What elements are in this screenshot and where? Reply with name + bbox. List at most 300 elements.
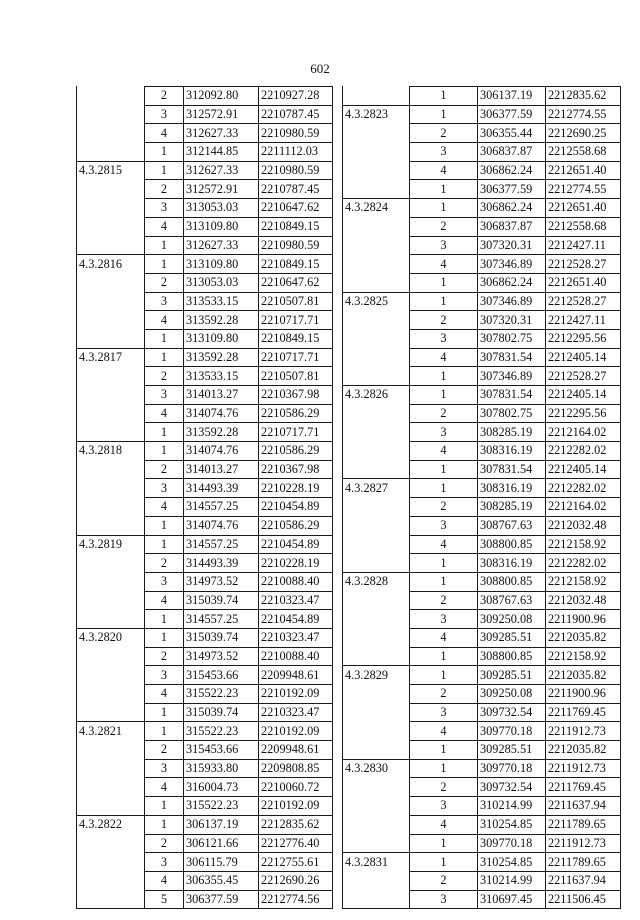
x-coordinate-cell: 314074.76 [184, 516, 259, 535]
x-coordinate-cell: 306137.19 [184, 815, 259, 834]
y-coordinate-cell: 2211112.03 [259, 143, 333, 162]
parcel-id-cell [343, 890, 410, 909]
parcel-id-cell [77, 685, 145, 704]
table-row [77, 647, 333, 666]
parcel-id-cell [77, 647, 145, 666]
parcel-id-cell [77, 516, 145, 535]
point-number-cell: 1 [145, 516, 184, 535]
x-coordinate-cell: 308285.19 [478, 423, 546, 442]
y-coordinate-cell: 2212776.40 [259, 834, 333, 853]
parcel-id-cell [343, 217, 410, 236]
x-coordinate-cell: 313053.03 [184, 273, 259, 292]
table-row [343, 685, 621, 704]
x-coordinate-cell: 313109.80 [184, 255, 259, 274]
table-row [77, 778, 333, 797]
parcel-id-cell [77, 759, 145, 778]
y-coordinate-cell: 2210228.19 [259, 479, 333, 498]
point-number-cell: 3 [145, 105, 184, 124]
point-number-cell: 1 [145, 797, 184, 816]
point-number-cell: 2 [145, 367, 184, 386]
parcel-id-cell [77, 591, 145, 610]
parcel-id-cell [77, 834, 145, 853]
y-coordinate-cell: 2212835.62 [546, 87, 621, 106]
point-number-cell: 1 [410, 199, 478, 218]
point-number-cell: 2 [410, 217, 478, 236]
table-row [343, 628, 621, 647]
y-coordinate-cell: 2210586.29 [259, 404, 333, 423]
table-row [343, 703, 621, 722]
parcel-id-cell [343, 273, 410, 292]
point-number-cell: 3 [410, 329, 478, 348]
parcel-id-cell [77, 741, 145, 760]
point-number-cell: 1 [410, 666, 478, 685]
point-number-cell: 2 [410, 311, 478, 330]
x-coordinate-cell: 314493.39 [184, 554, 259, 573]
y-coordinate-cell: 2212035.82 [546, 628, 621, 647]
x-coordinate-cell: 310214.99 [478, 797, 546, 816]
y-coordinate-cell: 2212558.68 [546, 143, 621, 162]
parcel-id-cell [77, 292, 145, 311]
x-coordinate-cell: 307346.89 [478, 255, 546, 274]
table-row [77, 685, 333, 704]
x-coordinate-cell: 307802.75 [478, 404, 546, 423]
y-coordinate-cell: 2212774.56 [259, 890, 333, 909]
table-row [343, 386, 621, 405]
point-number-cell: 2 [145, 180, 184, 199]
table-row [77, 759, 333, 778]
y-coordinate-cell: 2210192.09 [259, 685, 333, 704]
table-row [77, 741, 333, 760]
point-number-cell: 1 [410, 834, 478, 853]
y-coordinate-cell: 2210787.45 [259, 180, 333, 199]
table-row [77, 460, 333, 479]
parcel-id-cell [77, 871, 145, 890]
point-number-cell: 2 [145, 273, 184, 292]
table-row [77, 404, 333, 423]
table-row [343, 236, 621, 255]
point-number-cell: 3 [410, 143, 478, 162]
table-row [343, 871, 621, 890]
point-number-cell: 4 [145, 591, 184, 610]
x-coordinate-cell: 310254.85 [478, 853, 546, 872]
table-row [77, 367, 333, 386]
parcel-id-cell [343, 722, 410, 741]
x-coordinate-cell: 307346.89 [478, 367, 546, 386]
x-coordinate-cell: 308285.19 [478, 498, 546, 517]
point-number-cell: 1 [410, 853, 478, 872]
table-row [77, 348, 333, 367]
y-coordinate-cell: 2212835.62 [259, 815, 333, 834]
x-coordinate-cell: 306862.24 [478, 273, 546, 292]
y-coordinate-cell: 2212405.14 [546, 348, 621, 367]
x-coordinate-cell: 309250.08 [478, 610, 546, 629]
y-coordinate-cell: 2212032.48 [546, 516, 621, 535]
table-row [77, 797, 333, 816]
table-row [343, 572, 621, 591]
point-number-cell: 1 [145, 423, 184, 442]
parcel-id-cell [343, 554, 410, 573]
parcel-id-cell: 4.3.2830 [343, 759, 410, 778]
x-coordinate-cell: 307831.54 [478, 348, 546, 367]
table-row [77, 143, 333, 162]
x-coordinate-cell: 307831.54 [478, 460, 546, 479]
table-row [77, 871, 333, 890]
parcel-id-cell: 4.3.2815 [77, 161, 145, 180]
x-coordinate-cell: 309285.51 [478, 628, 546, 647]
parcel-id-cell [343, 703, 410, 722]
point-number-cell: 1 [410, 105, 478, 124]
x-coordinate-cell: 312627.33 [184, 124, 259, 143]
y-coordinate-cell: 2212427.11 [546, 311, 621, 330]
table-row [343, 348, 621, 367]
y-coordinate-cell: 2211506.45 [546, 890, 621, 909]
table-row [77, 815, 333, 834]
parcel-id-cell [343, 143, 410, 162]
table-row [343, 217, 621, 236]
parcel-id-cell [77, 778, 145, 797]
table-row [77, 87, 333, 106]
point-number-cell: 4 [410, 255, 478, 274]
table-row [77, 180, 333, 199]
x-coordinate-cell: 306837.87 [478, 143, 546, 162]
table-row [77, 329, 333, 348]
point-number-cell: 3 [145, 759, 184, 778]
parcel-id-cell [343, 797, 410, 816]
parcel-id-cell: 4.3.2816 [77, 255, 145, 274]
parcel-id-cell [77, 311, 145, 330]
y-coordinate-cell: 2210323.47 [259, 628, 333, 647]
coordinate-table-left [76, 86, 333, 909]
point-number-cell: 3 [410, 236, 478, 255]
parcel-id-cell [77, 498, 145, 517]
x-coordinate-cell: 308767.63 [478, 591, 546, 610]
y-coordinate-cell: 2210717.71 [259, 348, 333, 367]
parcel-id-cell [343, 591, 410, 610]
parcel-id-cell [343, 161, 410, 180]
y-coordinate-cell: 2210980.59 [259, 124, 333, 143]
table-row [77, 890, 333, 909]
parcel-id-cell [77, 143, 145, 162]
parcel-id-cell: 4.3.2827 [343, 479, 410, 498]
parcel-id-cell: 4.3.2825 [343, 292, 410, 311]
parcel-id-cell [77, 180, 145, 199]
parcel-id-cell [343, 348, 410, 367]
x-coordinate-cell: 312627.33 [184, 161, 259, 180]
x-coordinate-cell: 309770.18 [478, 834, 546, 853]
y-coordinate-cell: 2211769.45 [546, 778, 621, 797]
parcel-id-cell: 4.3.2818 [77, 442, 145, 461]
table-row [343, 479, 621, 498]
x-coordinate-cell: 313109.80 [184, 217, 259, 236]
y-coordinate-cell: 2212405.14 [546, 386, 621, 405]
y-coordinate-cell: 2209948.61 [259, 666, 333, 685]
point-number-cell: 4 [145, 871, 184, 890]
parcel-id-cell [343, 535, 410, 554]
table-row [77, 516, 333, 535]
point-number-cell: 3 [410, 610, 478, 629]
point-number-cell: 4 [410, 161, 478, 180]
table-row [343, 143, 621, 162]
parcel-id-cell [343, 255, 410, 274]
point-number-cell: 1 [145, 348, 184, 367]
table-row [343, 442, 621, 461]
point-number-cell: 1 [145, 535, 184, 554]
y-coordinate-cell: 2210454.89 [259, 498, 333, 517]
y-coordinate-cell: 2212528.27 [546, 367, 621, 386]
parcel-id-cell [77, 273, 145, 292]
x-coordinate-cell: 315522.23 [184, 797, 259, 816]
point-number-cell: 1 [410, 741, 478, 760]
parcel-id-cell [343, 311, 410, 330]
point-number-cell: 1 [145, 815, 184, 834]
point-number-cell: 4 [410, 348, 478, 367]
point-number-cell: 1 [410, 554, 478, 573]
table-row [77, 498, 333, 517]
table-row [77, 834, 333, 853]
parcel-id-cell [77, 367, 145, 386]
point-number-cell: 4 [145, 404, 184, 423]
table-row [343, 87, 621, 106]
parcel-id-cell: 4.3.2821 [77, 722, 145, 741]
point-number-cell: 2 [145, 460, 184, 479]
table-row [343, 404, 621, 423]
parcel-id-cell: 4.3.2824 [343, 199, 410, 218]
table-row [343, 797, 621, 816]
x-coordinate-cell: 309770.18 [478, 759, 546, 778]
point-number-cell: 4 [145, 498, 184, 517]
y-coordinate-cell: 2210980.59 [259, 161, 333, 180]
point-number-cell: 1 [145, 610, 184, 629]
parcel-id-cell [77, 479, 145, 498]
point-number-cell: 1 [145, 628, 184, 647]
y-coordinate-cell: 2210454.89 [259, 610, 333, 629]
x-coordinate-cell: 312572.91 [184, 180, 259, 199]
x-coordinate-cell: 310214.99 [478, 871, 546, 890]
parcel-id-cell [343, 647, 410, 666]
point-number-cell: 5 [145, 890, 184, 909]
table-row [77, 199, 333, 218]
page-number: 602 [310, 61, 330, 76]
y-coordinate-cell: 2211912.73 [546, 834, 621, 853]
x-coordinate-cell: 314013.27 [184, 460, 259, 479]
point-number-cell: 2 [410, 591, 478, 610]
point-number-cell: 2 [410, 124, 478, 143]
y-coordinate-cell: 2211912.73 [546, 722, 621, 741]
y-coordinate-cell: 2212295.56 [546, 329, 621, 348]
y-coordinate-cell: 2212651.40 [546, 273, 621, 292]
y-coordinate-cell: 2212405.14 [546, 460, 621, 479]
x-coordinate-cell: 309285.51 [478, 741, 546, 760]
point-number-cell: 1 [410, 572, 478, 591]
parcel-id-cell [77, 236, 145, 255]
table-row [343, 329, 621, 348]
parcel-id-cell [77, 386, 145, 405]
x-coordinate-cell: 313053.03 [184, 199, 259, 218]
parcel-id-cell [77, 199, 145, 218]
parcel-id-cell [77, 666, 145, 685]
table-row [343, 890, 621, 909]
table-row [343, 853, 621, 872]
point-number-cell: 1 [410, 460, 478, 479]
y-coordinate-cell: 2211912.73 [546, 759, 621, 778]
x-coordinate-cell: 308316.19 [478, 479, 546, 498]
point-number-cell: 1 [145, 143, 184, 162]
point-number-cell: 3 [145, 666, 184, 685]
y-coordinate-cell: 2212158.92 [546, 572, 621, 591]
y-coordinate-cell: 2211637.94 [546, 797, 621, 816]
point-number-cell: 1 [410, 87, 478, 106]
x-coordinate-cell: 314973.52 [184, 572, 259, 591]
y-coordinate-cell: 2211900.96 [546, 685, 621, 704]
y-coordinate-cell: 2210192.09 [259, 722, 333, 741]
table-row [77, 703, 333, 722]
x-coordinate-cell: 306862.24 [478, 199, 546, 218]
parcel-id-cell [343, 442, 410, 461]
y-coordinate-cell: 2209808.85 [259, 759, 333, 778]
table-row [343, 199, 621, 218]
x-coordinate-cell: 308767.63 [478, 516, 546, 535]
x-coordinate-cell: 308316.19 [478, 442, 546, 461]
table-row [343, 292, 621, 311]
table-row [77, 535, 333, 554]
x-coordinate-cell: 309285.51 [478, 666, 546, 685]
table-row [77, 479, 333, 498]
point-number-cell: 4 [145, 217, 184, 236]
y-coordinate-cell: 2210507.81 [259, 367, 333, 386]
point-number-cell: 3 [410, 703, 478, 722]
table-row [343, 180, 621, 199]
point-number-cell: 4 [410, 442, 478, 461]
point-number-cell: 2 [410, 404, 478, 423]
y-coordinate-cell: 2210787.45 [259, 105, 333, 124]
x-coordinate-cell: 306121.66 [184, 834, 259, 853]
parcel-id-cell: 4.3.2823 [343, 105, 410, 124]
point-number-cell: 3 [145, 199, 184, 218]
parcel-id-cell [343, 87, 410, 106]
x-coordinate-cell: 316004.73 [184, 778, 259, 797]
y-coordinate-cell: 2212164.02 [546, 498, 621, 517]
y-coordinate-cell: 2212651.40 [546, 199, 621, 218]
point-number-cell: 2 [410, 498, 478, 517]
y-coordinate-cell: 2211789.65 [546, 815, 621, 834]
parcel-id-cell [343, 834, 410, 853]
parcel-id-cell: 4.3.2828 [343, 572, 410, 591]
x-coordinate-cell: 309732.54 [478, 778, 546, 797]
y-coordinate-cell: 2212282.02 [546, 442, 621, 461]
parcel-id-cell [343, 778, 410, 797]
y-coordinate-cell: 2212158.92 [546, 647, 621, 666]
y-coordinate-cell: 2210454.89 [259, 535, 333, 554]
y-coordinate-cell: 2211900.96 [546, 610, 621, 629]
parcel-id-cell [343, 741, 410, 760]
y-coordinate-cell: 2210586.29 [259, 442, 333, 461]
point-number-cell: 1 [410, 273, 478, 292]
x-coordinate-cell: 315039.74 [184, 628, 259, 647]
parcel-id-cell: 4.3.2819 [77, 535, 145, 554]
x-coordinate-cell: 308800.85 [478, 572, 546, 591]
point-number-cell: 4 [410, 535, 478, 554]
point-number-cell: 1 [410, 647, 478, 666]
point-number-cell: 1 [145, 161, 184, 180]
y-coordinate-cell: 2210507.81 [259, 292, 333, 311]
table-row [77, 292, 333, 311]
table-row [77, 105, 333, 124]
x-coordinate-cell: 309732.54 [478, 703, 546, 722]
x-coordinate-cell: 314557.25 [184, 535, 259, 554]
y-coordinate-cell: 2212427.11 [546, 236, 621, 255]
parcel-id-cell [77, 554, 145, 573]
table-row [343, 498, 621, 517]
y-coordinate-cell: 2212035.82 [546, 666, 621, 685]
table-row [77, 311, 333, 330]
table-row [77, 423, 333, 442]
x-coordinate-cell: 308800.85 [478, 647, 546, 666]
parcel-id-cell [77, 460, 145, 479]
point-number-cell: 1 [145, 255, 184, 274]
table-row [77, 666, 333, 685]
x-coordinate-cell: 306115.79 [184, 853, 259, 872]
table-row [77, 610, 333, 629]
point-number-cell: 4 [410, 628, 478, 647]
table-row [343, 124, 621, 143]
parcel-id-cell [77, 217, 145, 236]
y-coordinate-cell: 2210192.09 [259, 797, 333, 816]
table-row [343, 554, 621, 573]
parcel-id-cell: 4.3.2817 [77, 348, 145, 367]
x-coordinate-cell: 314493.39 [184, 479, 259, 498]
y-coordinate-cell: 2210849.15 [259, 217, 333, 236]
y-coordinate-cell: 2211637.94 [546, 871, 621, 890]
x-coordinate-cell: 312572.91 [184, 105, 259, 124]
table-row [343, 255, 621, 274]
x-coordinate-cell: 313533.15 [184, 367, 259, 386]
parcel-id-cell [343, 460, 410, 479]
table-row [343, 273, 621, 292]
y-coordinate-cell: 2212755.61 [259, 853, 333, 872]
table-row [77, 273, 333, 292]
y-coordinate-cell: 2212558.68 [546, 217, 621, 236]
x-coordinate-cell: 314013.27 [184, 386, 259, 405]
point-number-cell: 3 [410, 797, 478, 816]
x-coordinate-cell: 313592.28 [184, 348, 259, 367]
point-number-cell: 4 [145, 778, 184, 797]
y-coordinate-cell: 2210586.29 [259, 516, 333, 535]
y-coordinate-cell: 2210849.15 [259, 255, 333, 274]
point-number-cell: 1 [145, 442, 184, 461]
table-row [77, 722, 333, 741]
table-row [77, 572, 333, 591]
x-coordinate-cell: 315933.80 [184, 759, 259, 778]
y-coordinate-cell: 2212528.27 [546, 255, 621, 274]
x-coordinate-cell: 314074.76 [184, 404, 259, 423]
y-coordinate-cell: 2210717.71 [259, 423, 333, 442]
table-row [77, 853, 333, 872]
y-coordinate-cell: 2212690.25 [546, 124, 621, 143]
parcel-id-cell [343, 367, 410, 386]
point-number-cell: 2 [410, 871, 478, 890]
y-coordinate-cell: 2212035.82 [546, 741, 621, 760]
x-coordinate-cell: 314074.76 [184, 442, 259, 461]
point-number-cell: 3 [145, 292, 184, 311]
parcel-id-cell [343, 516, 410, 535]
point-number-cell: 3 [410, 890, 478, 909]
point-number-cell: 4 [145, 124, 184, 143]
y-coordinate-cell: 2210927.28 [259, 87, 333, 106]
parcel-id-cell [343, 180, 410, 199]
y-coordinate-cell: 2210980.59 [259, 236, 333, 255]
point-number-cell: 1 [410, 386, 478, 405]
y-coordinate-cell: 2210088.40 [259, 572, 333, 591]
